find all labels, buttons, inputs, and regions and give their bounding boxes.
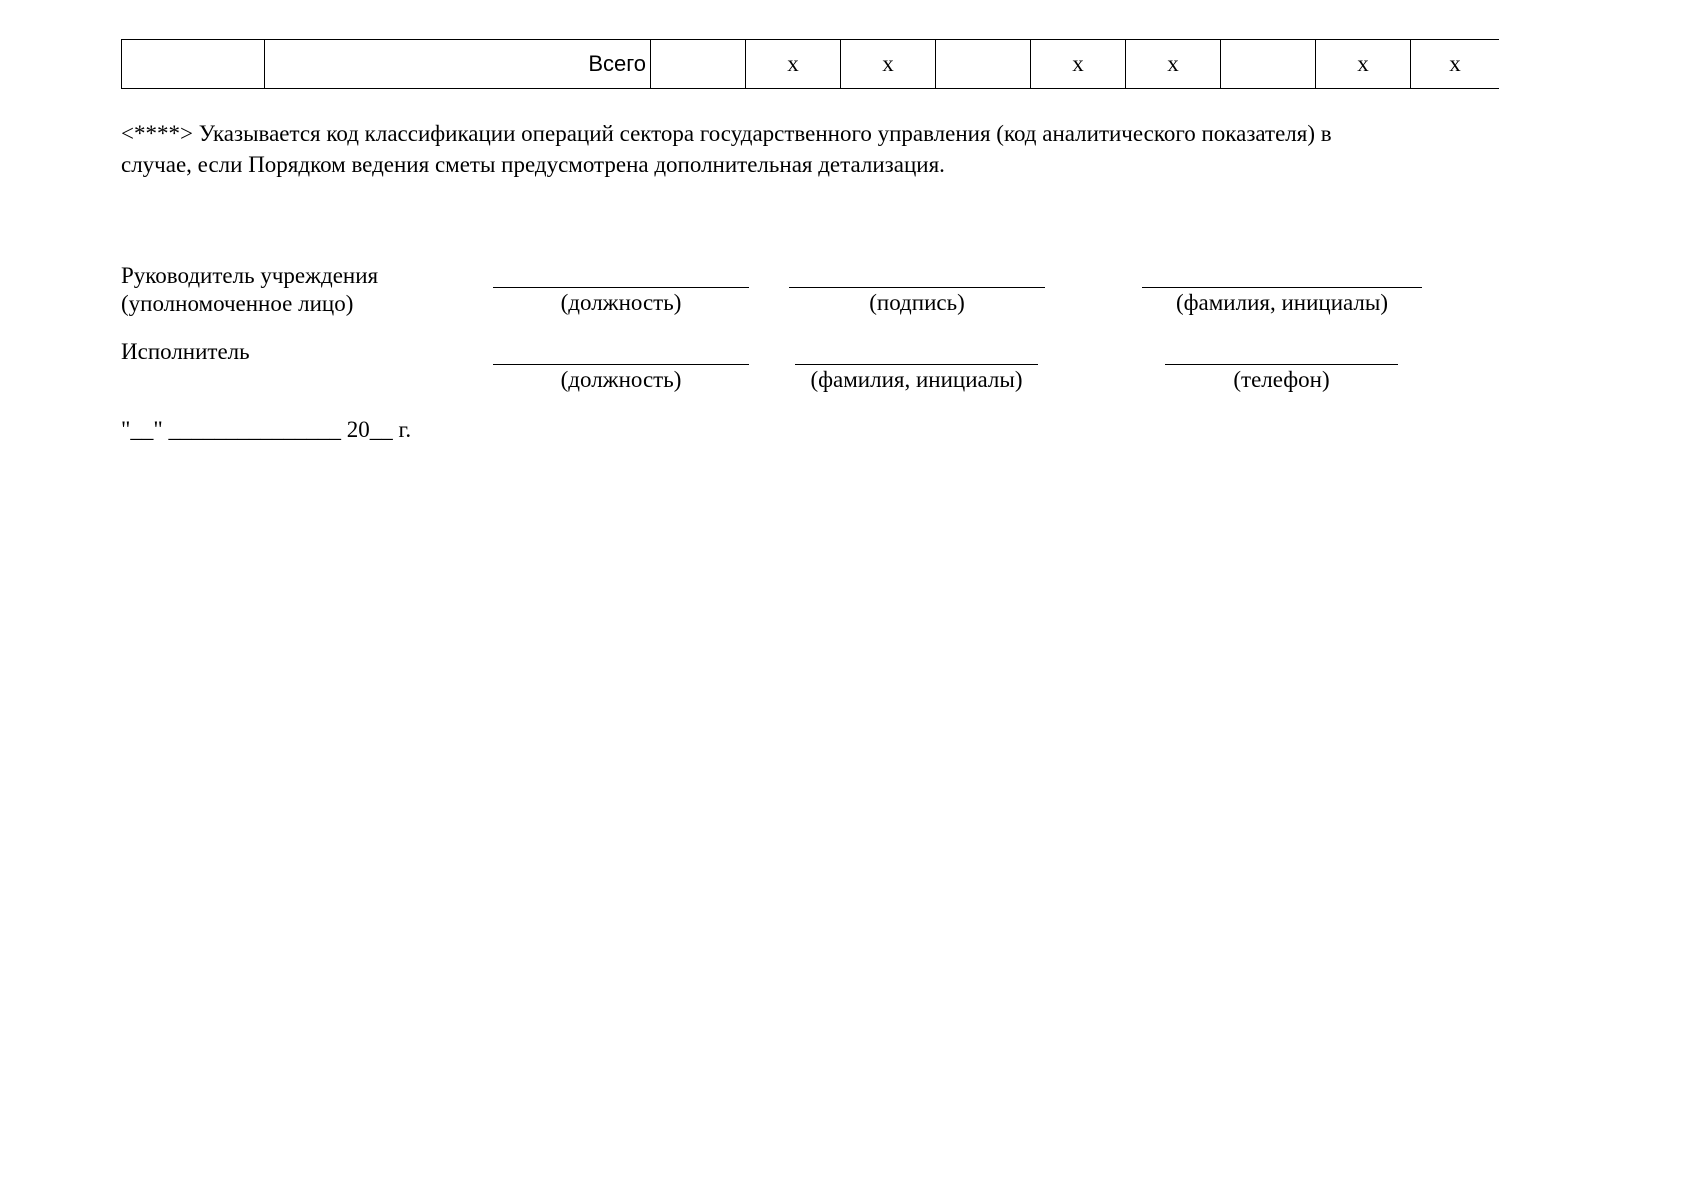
executor-name-caption: (фамилия, инициалы) bbox=[810, 367, 1023, 392]
head-name-caption: (фамилия, инициалы) bbox=[1175, 290, 1389, 315]
table-cell: x bbox=[1411, 40, 1500, 89]
table-row bbox=[122, 40, 1500, 89]
head-name-line bbox=[1142, 287, 1422, 288]
table-cell: x bbox=[1031, 40, 1126, 89]
head-signature-line bbox=[789, 287, 1045, 288]
head-position-caption: (должность) bbox=[560, 290, 682, 315]
executor-phone-caption: (телефон) bbox=[1233, 367, 1330, 392]
executor-phone-line bbox=[1165, 364, 1398, 365]
head-label-line: Руководитель учреждения bbox=[121, 263, 379, 288]
table-cell bbox=[936, 40, 1031, 89]
total-label-cell: Всего bbox=[265, 40, 651, 89]
executor-label: Исполнитель bbox=[121, 339, 250, 364]
date-line: "__" _______________ 20__ г. bbox=[121, 417, 412, 442]
head-label-line: (уполномоченное лицо) bbox=[121, 291, 354, 316]
footnote bbox=[121, 118, 1441, 180]
executor-name-line bbox=[795, 364, 1038, 365]
table-cell: x bbox=[841, 40, 936, 89]
footnote-line: случае, если Порядком ведения сметы предусмотрена дополнительная детализация. bbox=[121, 152, 945, 177]
executor-position-caption: (должность) bbox=[560, 367, 682, 392]
table-cell: x bbox=[1316, 40, 1411, 89]
head-position-line bbox=[493, 287, 749, 288]
table-cell-empty bbox=[122, 40, 265, 89]
table-cell bbox=[1221, 40, 1316, 89]
table-cell: x bbox=[1126, 40, 1221, 89]
footnote-line: <****> Указывается код классификации операций сектора государственного управления (код аналитического показателя) в bbox=[121, 121, 1332, 146]
total-row-table bbox=[121, 39, 1499, 89]
table-cell: x bbox=[746, 40, 841, 89]
head-label bbox=[121, 262, 378, 318]
executor-position-line bbox=[493, 364, 749, 365]
head-signature-caption: (подпись) bbox=[869, 290, 965, 315]
table-cell bbox=[651, 40, 746, 89]
